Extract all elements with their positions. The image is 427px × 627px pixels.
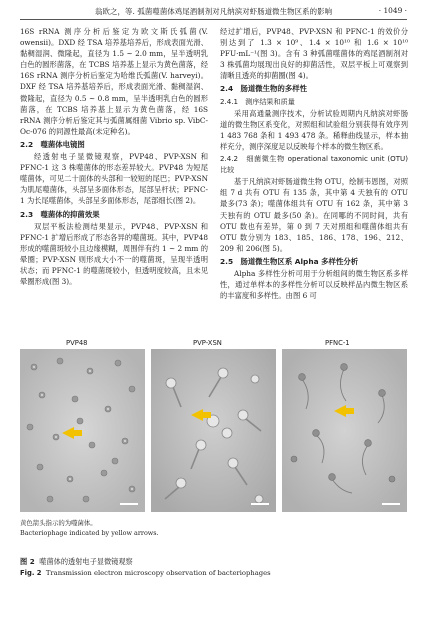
subsection-heading: 2.4.1 测序结果和质量 <box>220 96 295 106</box>
panel-label-pvp48: PVP48 <box>66 339 88 347</box>
paragraph: 经过扩增后，PVP48、PVP-XSN 和 PFNC-1 的效价分别达到了 1.3 × 10⁹、1.4 × 10¹⁰ 和 1.6 × 10¹⁰ PFU·mL⁻¹(图 3)。含有 3 种弧菌噬菌体的鸡尾酒制剂对 3 株弧菌均展现出良好的抑菌活性，双层平板上可观察到清晰且透亮的抑菌圈(图 4)。 <box>220 27 408 81</box>
left-column <box>20 26 208 287</box>
header-rule <box>20 19 407 20</box>
paragraph: 16S rRNA 测序分析后鉴定为欧文斯氏弧菌(V. owensii)。DXD 经 TSA 培养基培养后，形成表面光滑、黏稠湿润、微隆起，直径为 1.5 ~ 2.0 mm，呈半透明乳白色的圆形菌落，在 TCBS 培养基上显示为黄色菌落，经 16S rRNA 测序分析后鉴定为哈维氏弧菌(V. harveyi)。DXF 经 TSA 培养基培养后，形成表面光滑、黏稠湿润、微隆起，直径为 0.5 ~ 0.8 mm，呈半透明乳白色的圆形菌落，在 TCBS 培养基上显示为黄色菌落，经 16S rRNA 测序分析后鉴定其与弧菌属细菌 Vibrio sp. VibC-Oc-076 的同源性最高(未定种名)。 <box>20 27 208 136</box>
subsection-heading: 2.4.2 细菌微生物 operational taxonomic unit (OTU)比较 <box>220 154 408 175</box>
tem-image-pfnc-1 <box>282 349 407 512</box>
paragraph: 基于凡纳滨对虾肠道微生物 OTU，绘制韦恩图，对照组 7 d 共有 OTU 有 135 条，其中第 4 天独有的 OTU 最多(73 条)；噬菌体组共有 OTU 有 162 条，其中第 3 天独有的 OTU 最多(50 条)。在同哪的不同时间，共有 OTU 数也有差异，第 0 到 7 天对照组和噬菌体组共有 OTU 数分别为 183、185、186、178、196、212、209 和 206(图 5)。 <box>220 177 408 253</box>
figure-caption-cn <box>20 557 133 567</box>
caption-label-en: Fig. 2 <box>20 569 42 577</box>
figure-note-en: Bacteriophage indicated by yellow arrows. <box>20 529 159 537</box>
section-heading: 2.2 噬菌体电镜图 <box>20 139 85 149</box>
section-heading: 2.4 肠道微生物的多样性 <box>220 84 307 94</box>
section-heading: 2.3 噬菌体的抑菌效果 <box>20 209 100 219</box>
panel-label-pvp-xsn: PVP-XSN <box>193 339 222 347</box>
running-title: 翁欧之，等. 弧菌噬菌体鸡尾酒制剂对凡纳滨对虾肠道微生物区系的影响 <box>95 7 333 16</box>
tem-image-pvp48 <box>20 349 145 512</box>
tem-image-pvp-xsn <box>151 349 276 512</box>
paragraph: 采用高通量测序技术，分析试验周期内凡纳滨对虾肠道的微生物区系变化，对照组和试验组分别获得有效序列 1 483 768 条和 1 493 478 条。稀释曲线显示，样本抽样充分，测序深度足以反映每个样本的微生物区系。 <box>220 108 408 151</box>
paragraph: 双层平板法检测结果显示，PVP48、PVP-XSN 和 PFNC-1 扩增后形成了形态各异的噬菌斑。其中，PVP48 形成的噬菌斑较小且边缘模糊，周围伴有约 1 ~ 2 mm 的晕圈；PVP-XSN 则形成大小不一的噬菌斑，呈现半透明状态；而 PFNC-1 的噬菌斑较小，但透明度较高，且未见晕圈形成(图 3)。 <box>20 221 208 287</box>
caption-label-cn: 图 2 <box>20 557 35 566</box>
paragraph: 经透射电子显微镜观察，PVP48、PVP-XSN 和 PFNC-1 这 3 株噬菌体的形态差异较大。PVP48 为短尾噬菌体，可见二十面体的头部和一较短的尾巴；PVP-XSN 为肌尾噬菌体，头部呈多面体形态，尾部呈杆状；PFNC-1 为长尾噬菌体，头部呈多面体形态，尾部细长(图 2)。 <box>20 152 208 206</box>
caption-text-cn: 噬菌体的透射电子显微镜观察 <box>39 557 133 566</box>
page-number: · 1049 · <box>378 6 407 15</box>
figure-2 <box>20 339 407 585</box>
figure-note-cn: 黄色箭头指示的为噬菌体。 <box>20 519 97 527</box>
paragraph: Alpha 多样性分析可用于分析组间的微生物区系多样性，通过单样本的多样性分析可以反映样品内微生物区系的丰富度和多样性。由图 6 可 <box>220 268 408 301</box>
panel-label-pfnc-1: PFNC-1 <box>325 339 350 347</box>
right-column <box>220 26 408 301</box>
page-header <box>0 0 427 22</box>
caption-text-en: Transmission electron microscopy observation of bacteriophages <box>45 569 271 577</box>
section-heading: 2.5 肠道微生物区系 Alpha 多样性分析 <box>220 256 359 266</box>
figure-caption-en <box>20 569 271 577</box>
